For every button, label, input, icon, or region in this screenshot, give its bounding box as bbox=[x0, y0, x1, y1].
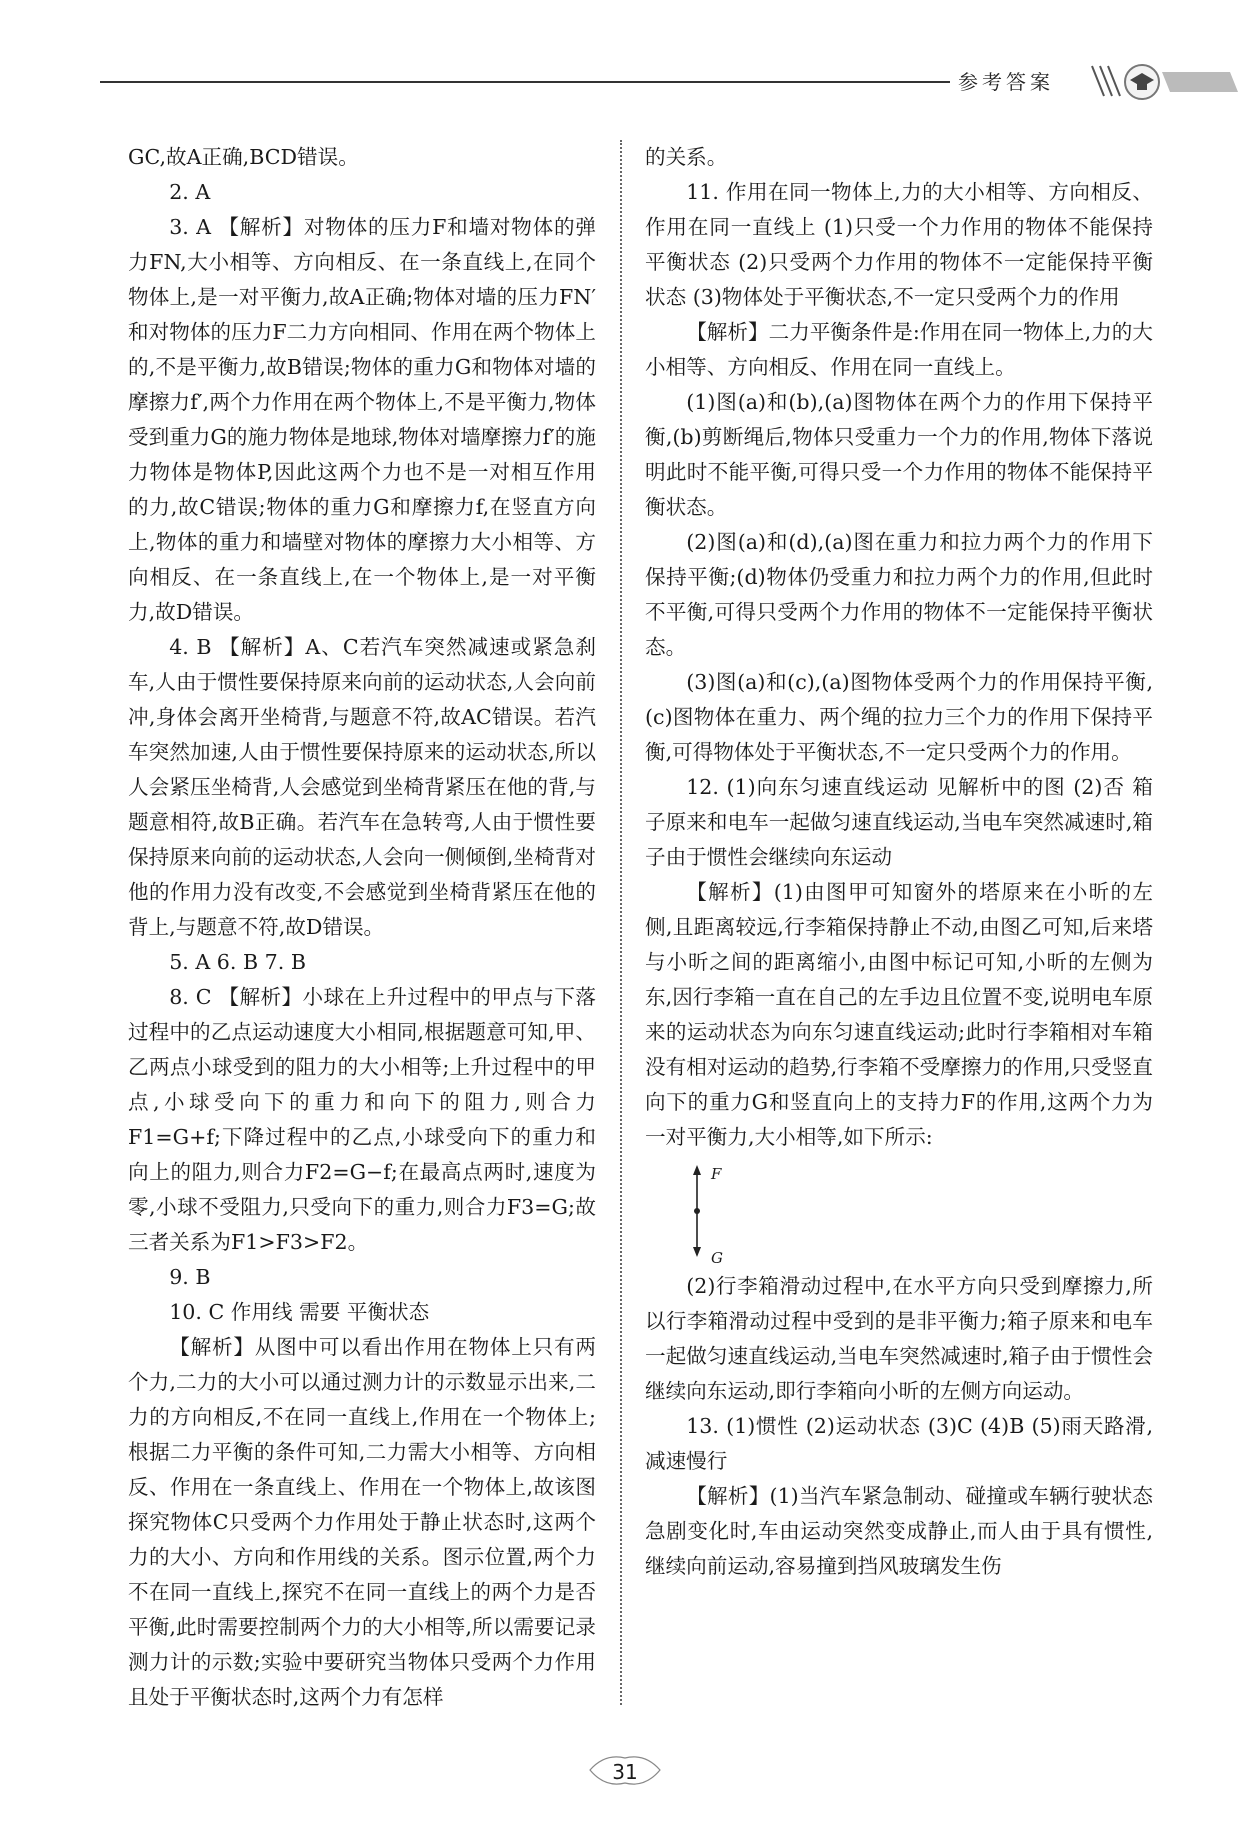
answer-9: 9. B bbox=[169, 1265, 211, 1289]
answer-10-continuation: 的关系。 bbox=[645, 145, 728, 169]
answer-11-part1: (1)图(a)和(b),(a)图物体在两个力的作用下保持平衡,(b)剪断绳后,物体只受重力一个力的作用,物体下落说明此时不能平衡,可得只受一个力作用的物体不能保持平衡状态。 bbox=[645, 390, 1153, 519]
column-divider bbox=[620, 140, 622, 1705]
answer-11: 11. 作用在同一物体上,力的大小相等、方向相反、作用在同一直线上 (1)只受一个力作用的物体不能保持平衡状态 (2)只受两个力作用的物体不一定能保持平衡状态 (3)物体处于平衡状态,不一定只受两个力的作用 bbox=[645, 180, 1153, 309]
header-emblem-icon bbox=[1090, 62, 1240, 102]
header-rule bbox=[100, 81, 950, 83]
force-label-g: G bbox=[711, 1249, 723, 1267]
answer-12-analysis: 【解析】(1)由图甲可知窗外的塔原来在小昕的左侧,且距离较远,行李箱保持静止不动,由图乙可知,后来塔与小昕之间的距离缩小,由图中标记可知,小昕的左侧为东,因行李箱一直在自己的左手边且位置不变,说明电车原来的运动状态为向东匀速直线运动;此时行李箱相对车箱没有相对运动的趋势,行李箱不受摩擦力的作用,只受竖直向下的重力G和竖直向上的支持力F的作用,这两个力为一对平衡力,大小相等,如下所示: bbox=[645, 880, 1153, 1149]
answer-13: 13. (1)惯性 (2)运动状态 (3)C (4)B (5)雨天路滑,减速慢行 bbox=[645, 1414, 1153, 1473]
answer-3: 3. A 【解析】对物体的压力F和墙对物体的弹力FN,大小相等、方向相反、在一条直线上,在同个物体上,是一对平衡力,故A正确;物体对墙的压力FN′和对物体的压力F二力方向相同、作用在两个物体上的,不是平衡力,故B错误;物体的重力G和物体对墙的摩擦力f′,两个力作用在两个物体上,不是平衡力,物体受到重力G的施力物体是地球,物体对墙摩擦力f′的施力物体是物体P,因此这两个力也不是一对相互作用的力,故C错误;物体的重力G和摩擦力f,在竖直方向上,物体的重力和墙壁对物体的摩擦力大小相等、方向相反、在一条直线上,在一个物体上,是一对平衡力,故D错误。 bbox=[128, 215, 596, 624]
answer-12-part2: (2)行李箱滑动过程中,在水平方向只受到摩擦力,所以行李箱滑动过程中受到的是非平衡力;箱子原来和电车一起做匀速直线运动,当电车突然减速时,箱子由于惯性会继续向东运动,即行李箱向小昕的左侧方向运动。 bbox=[645, 1274, 1153, 1403]
answer-8: 8. C 【解析】小球在上升过程中的甲点与下落过程中的乙点运动速度大小相同,根据题意可知,甲、乙两点小球受到的阻力的大小相等;上升过程中的甲点,小球受向下的重力和向下的阻力,则合力F1=G+f;下降过程中的乙点,小球受向下的重力和向上的阻力,则合力F2=G−f;在最高点两时,速度为零,小球不受阻力,只受向下的重力,则合力F3=G;故三者关系为F1>F3>F2。 bbox=[128, 985, 596, 1254]
force-diagram bbox=[685, 1163, 1153, 1267]
answer-13-analysis: 【解析】(1)当汽车紧急制动、碰撞或车辆行驶状态急剧变化时,车由运动突然变成静止,而人由于具有惯性,继续向前运动,容易撞到挡风玻璃发生伤 bbox=[645, 1484, 1153, 1578]
answer-11-part2: (2)图(a)和(d),(a)图在重力和拉力两个力的作用下保持平衡;(d)物体仍受重力和拉力两个力的作用,但此时不平衡,可得只受两个力作用的物体不一定能保持平衡状态。 bbox=[645, 530, 1153, 659]
page-number: 31 bbox=[612, 1760, 638, 1784]
answer-2: 2. A bbox=[169, 180, 211, 204]
answer-5-7: 5. A 6. B 7. B bbox=[169, 950, 307, 974]
right-column bbox=[645, 140, 1153, 1584]
left-column bbox=[128, 140, 596, 1715]
header-title: 参考答案 bbox=[958, 70, 1054, 94]
answer-11-part3: (3)图(a)和(c),(a)图物体受两个力的作用保持平衡,(c)图物体在重力、两个绳的拉力三个力的作用下保持平衡,可得物体处于平衡状态,不一定只受两个力的作用。 bbox=[645, 670, 1153, 764]
answer-continuation: GC,故A正确,BCD错误。 bbox=[128, 145, 359, 169]
answer-11-analysis: 【解析】二力平衡条件是:作用在同一物体上,力的大小相等、方向相反、作用在同一直线上。 bbox=[645, 320, 1153, 379]
answer-10-analysis: 【解析】从图中可以看出作用在物体上只有两个力,二力的大小可以通过测力计的示数显示出来,二力的方向相反,不在同一直线上,作用在一个物体上;根据二力平衡的条件可知,二力需大小相等、方向相反、作用在一条直线上、作用在一个物体上,故该图探究物体C只受两个力作用处于静止状态时,这两个力的大小、方向和作用线的关系。图示位置,两个力不在同一直线上,探究不在同一直线上的两个力是否平衡,此时需要控制两个力的大小相等,所以需要记录测力计的示数;实验中要研究当物体只受两个力作用且处于平衡状态时,这两个力有怎样 bbox=[128, 1335, 596, 1709]
force-arrows-icon bbox=[685, 1163, 765, 1263]
answer-10: 10. C 作用线 需要 平衡状态 bbox=[169, 1300, 430, 1324]
force-label-f: F bbox=[711, 1165, 722, 1183]
answer-4: 4. B 【解析】A、C若汽车突然减速或紧急刹车,人由于惯性要保持原来向前的运动状态,人会向前冲,身体会离开坐椅背,与题意不符,故AC错误。若汽车突然加速,人由于惯性要保持原来的运动状态,所以人会紧压坐椅背,人会感觉到坐椅背紧压在他的背,与题意相符,故B正确。若汽车在急转弯,人由于惯性要保持原来向前的运动状态,人会向一侧倾倒,坐椅背对他的作用力没有改变,不会感觉到坐椅背紧压在他的背上,与题意不符,故D错误。 bbox=[128, 635, 596, 939]
answer-12: 12. (1)向东匀速直线运动 见解析中的图 (2)否 箱子原来和电车一起做匀速直线运动,当电车突然减速时,箱子由于惯性会继续向东运动 bbox=[645, 775, 1153, 869]
